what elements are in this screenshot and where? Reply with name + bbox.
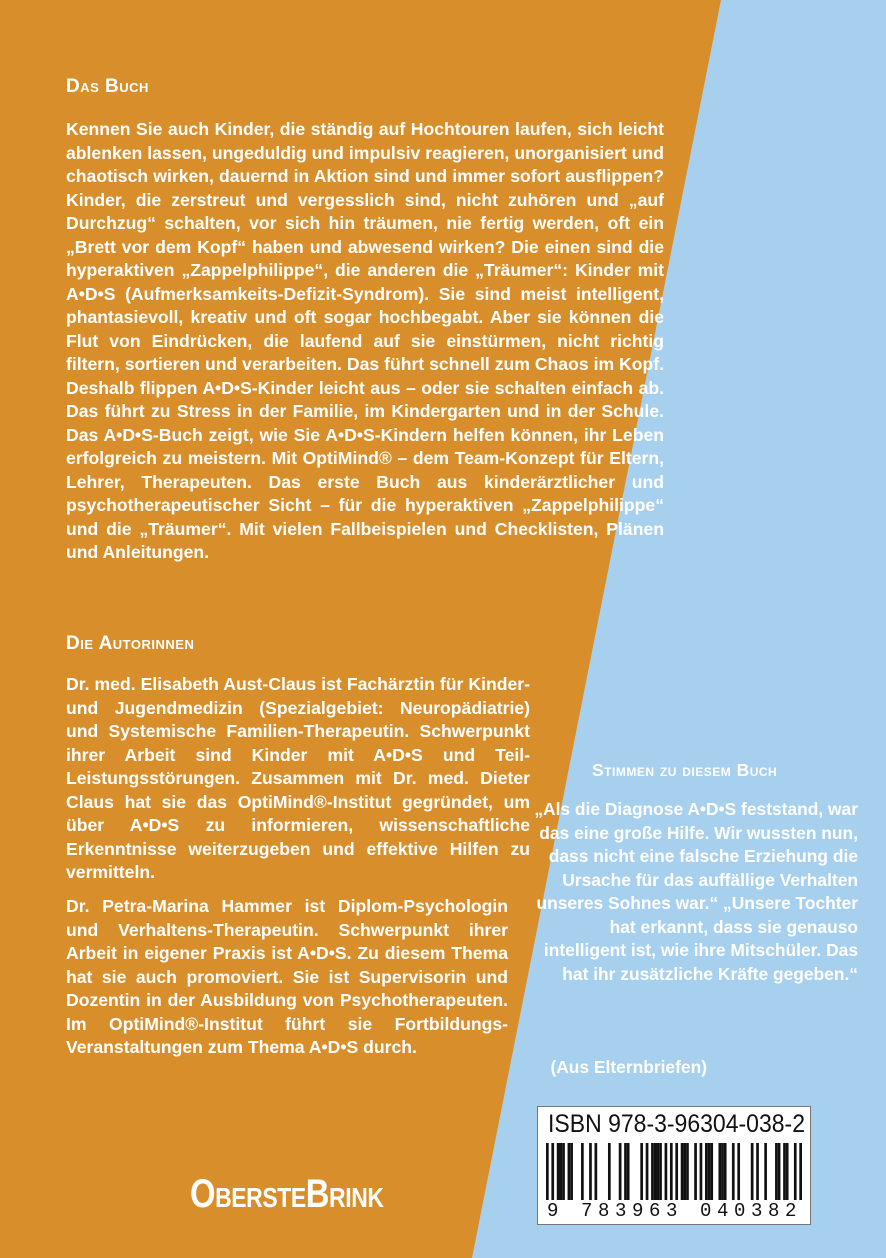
publisher-logo: ObersteBrink [190,1172,384,1216]
barcode-bar [562,1143,565,1203]
barcode-bar [708,1143,711,1203]
barcode-bar [559,1143,562,1203]
barcode-bar [619,1143,622,1203]
barcode-bar [627,1143,630,1203]
barcode-bar [732,1143,735,1203]
barcode-bar [581,1143,584,1203]
barcode-bar [589,1143,592,1203]
barcode-bar [675,1143,678,1203]
barcode-bar [659,1143,662,1203]
authors-heading: Die Autorinnen [66,633,195,654]
book-description: Kennen Sie auch Kinder, die ständig auf Hochtouren laufen, sich leicht ablenken lassen, ungeduldig und impulsiv reagieren, unorganisiert und chaotisch wirken, dauernd in Aktion sind und immer sofort ausflippen? Kinder, die zerstreut und vergesslich sind, nicht zuhören und „auf Durchzug“ schalten, vor sich hin träumen, nie fertig werden, oft ein „Brett vor dem Kopf“ haben und abwesend wirken? Die einen sind die hyperaktiven „Zappelphilippe“, die anderen die „Träumer“: Kinder mit A•D•S (Aufmerksamkeits-Defizit-Syndrom). Sie sind meist intelligent, phantasievoll, kreativ und oft sogar hochbegabt. Aber sie können die Flut von Eindrücken, die laufend auf sie einstürmen, nicht richtig filtern, sortieren und verarbeiten. Das führt schnell zum Chaos im Kopf. Deshalb flippen A•D•S-Kinder leicht aus – oder sie schalten einfach ab. Das führt zu Stress in der Familie, im Kindergarten und in der Schule. Das A•D•S-Buch zeigt, wie Sie A•D•S-Kindern helfen können, ihr Leben erfolgreich zu meistern. Mit OptiMind® – dem Team-Konzept für Eltern, Lehrer, Therapeuten. Das erste Buch aus kinderärztlicher und psychotherapeutischer Sicht – für die hyperaktiven „Zappelphilippe“ und die „Träumer“. Mit vielen Fallbeispielen und Checklisten, Plänen und Anleitungen. [66,119,664,562]
reader-quotes: „Als die Diagnose A•D•S feststand, war das eine große Hilfe. Wir wussten nun, dass nicht eine falsche Erziehung die Ursache für das auffällige Verhalten unseres Sohnes war.“ „Unsere Tochter hat erkannt, dass sie genauso intelligent ist, wie ihre Mitschüler. Das hat ihr zusätzliche Kräfte gegeben.“ [534,799,858,984]
isbn-label: ISBN 978-3-96304-038-2 [548,1110,806,1138]
barcode-bar [656,1143,659,1203]
author-1-bio: Dr. med. Elisabeth Aust-Claus ist Fachärztin für Kinder- und Jugendmedizin (Spezialgebiet: Neuropädiatrie) und Systemische Familien-Therapeutin. Schwerpunkt ihrer Arbeit sind Kinder mit A•D•S und Teil-Leistungsstörungen. Zusammen mit Dr. med. Dieter Claus hat sie das OptiMind®-Institut gegründet, um über A•D•S zu informieren, wissenschaftliche Erkenntnisse weiterzugeben und effektive Hilfen zu vermitteln. [66,674,530,882]
barcode-bar [595,1143,598,1203]
barcode-bar [724,1143,727,1203]
barcode-bar [700,1143,703,1203]
quote-source: (Aus Elternbriefen) [550,1057,707,1077]
barcode-bar [756,1143,759,1203]
barcode-bar [686,1143,689,1203]
barcode-bar [718,1143,721,1203]
barcode-bar [737,1143,740,1203]
barcode-bar [721,1143,724,1203]
barcode-bar [665,1143,668,1203]
barcode-bar [799,1143,802,1203]
barcode-bar [651,1143,654,1203]
barcode-digits: 9 783963 040382 [547,1200,803,1222]
barcode-bar [794,1143,797,1203]
barcode-bar [778,1143,781,1203]
barcode-bar [608,1143,611,1203]
barcode-bar [775,1143,778,1203]
barcode-bar [557,1143,560,1203]
barcode-bar [705,1143,708,1203]
barcode-bar [654,1143,657,1203]
barcode-bar [764,1143,767,1203]
barcode-bar [568,1143,571,1203]
barcode-bar [670,1143,673,1203]
barcode-bar [751,1143,754,1203]
barcode-bar [694,1143,697,1203]
barcode-bar [786,1143,789,1203]
author-2-bio: Dr. Petra-Marina Hammer ist Diplom-Psychologin und Verhaltens-Therapeutin. Schwerpunkt ihrer Arbeit in eigener Praxis ist A•D•S. Zu diesem Thema hat sie auch promoviert. Sie ist Supervisorin und Dozentin in der Ausbildung von Psychotherapeuten. Im OptiMind®-Institut führt sie Fortbildungs-Veranstaltungen zum Thema A•D•S durch. [66,896,508,1057]
barcode-bar [783,1143,786,1203]
barcode-bar [551,1143,554,1203]
barcode-bar [624,1143,627,1203]
barcode-bar [640,1143,643,1203]
barcode-bar [646,1143,649,1203]
voices-heading: Stimmen zu diesem Buch [592,760,778,780]
barcode-bar [710,1143,713,1203]
barcode-bar [683,1143,686,1203]
barcode [546,1143,802,1203]
barcode-bar [546,1143,549,1203]
barcode-bar [570,1143,573,1203]
book-heading: Das Buch [66,76,149,97]
isbn-barcode-box [537,1106,811,1225]
barcode-bar [681,1143,684,1203]
